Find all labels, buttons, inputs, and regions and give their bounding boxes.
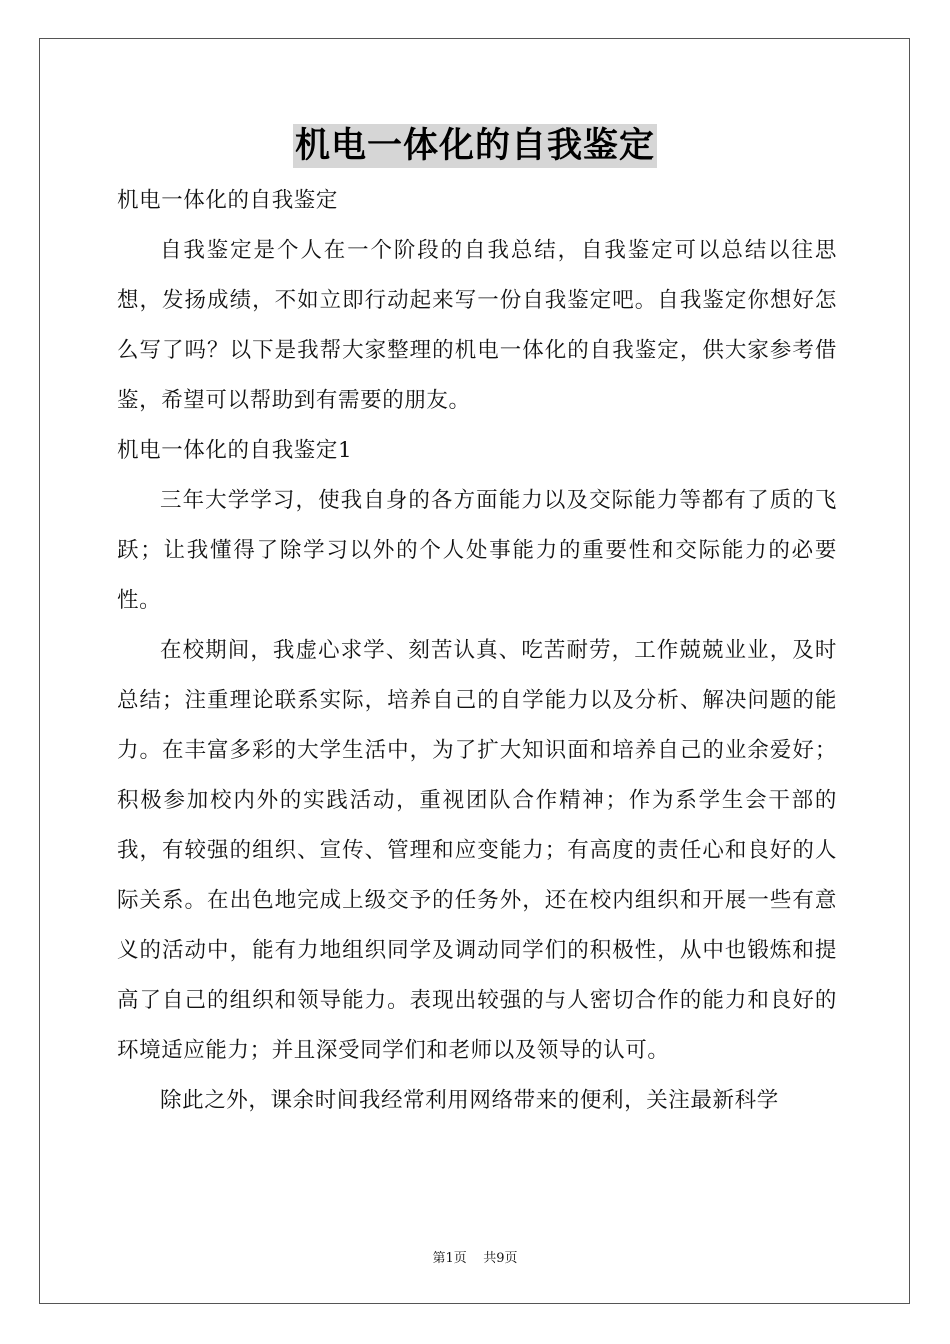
page-footer: [0, 1247, 950, 1266]
page-total: 共9页: [483, 1251, 518, 1266]
paragraph: 在校期间，我虚心求学、刻苦认真、吃苦耐劳，工作兢兢业业，及时总结；注重理论联系实际，培养自己的自学能力以及分析、解决问题的能力。在丰富多彩的大学生活中，为了扩大知识面和培养自己的业余爱好；积极参加校内外的实践活动，重视团队合作精神；作为系学生会干部的我，有较强的组织、宣传、管理和应变能力；有高度的责任心和良好的人际关系。在出色地完成上级交予的任务外，还在校内组织和开展一些有意义的活动中，能有力地组织同学及调动同学们的积极性，从中也锻炼和提高了自己的组织和领导能力。表现出较强的与人密切合作的能力和良好的环境适应能力；并且深受同学们和老师以及领导的认可。: [117, 638, 837, 1063]
paragraph: 机电一体化的自我鉴定1: [117, 438, 353, 463]
paragraph: 机电一体化的自我鉴定: [117, 188, 339, 213]
page-number: 第1页: [432, 1251, 467, 1266]
document-body: [117, 176, 837, 1126]
paragraph: 自我鉴定是个人在一个阶段的自我总结，自我鉴定可以总结以往思想，发扬成绩，不如立即行动起来写一份自我鉴定吧。自我鉴定你想好怎么写了吗？以下是我帮大家整理的机电一体化的自我鉴定，供大家参考借鉴，希望可以帮助到有需要的朋友。: [117, 238, 837, 413]
document-title: 机电一体化的自我鉴定: [294, 125, 655, 166]
title-container: [0, 124, 950, 168]
paragraph: 除此之外，课余时间我经常利用网络带来的便利，关注最新科学: [160, 1088, 779, 1113]
paragraph: 三年大学学习，使我自身的各方面能力以及交际能力等都有了质的飞跃；让我懂得了除学习以外的个人处事能力的重要性和交际能力的必要性。: [117, 488, 837, 613]
